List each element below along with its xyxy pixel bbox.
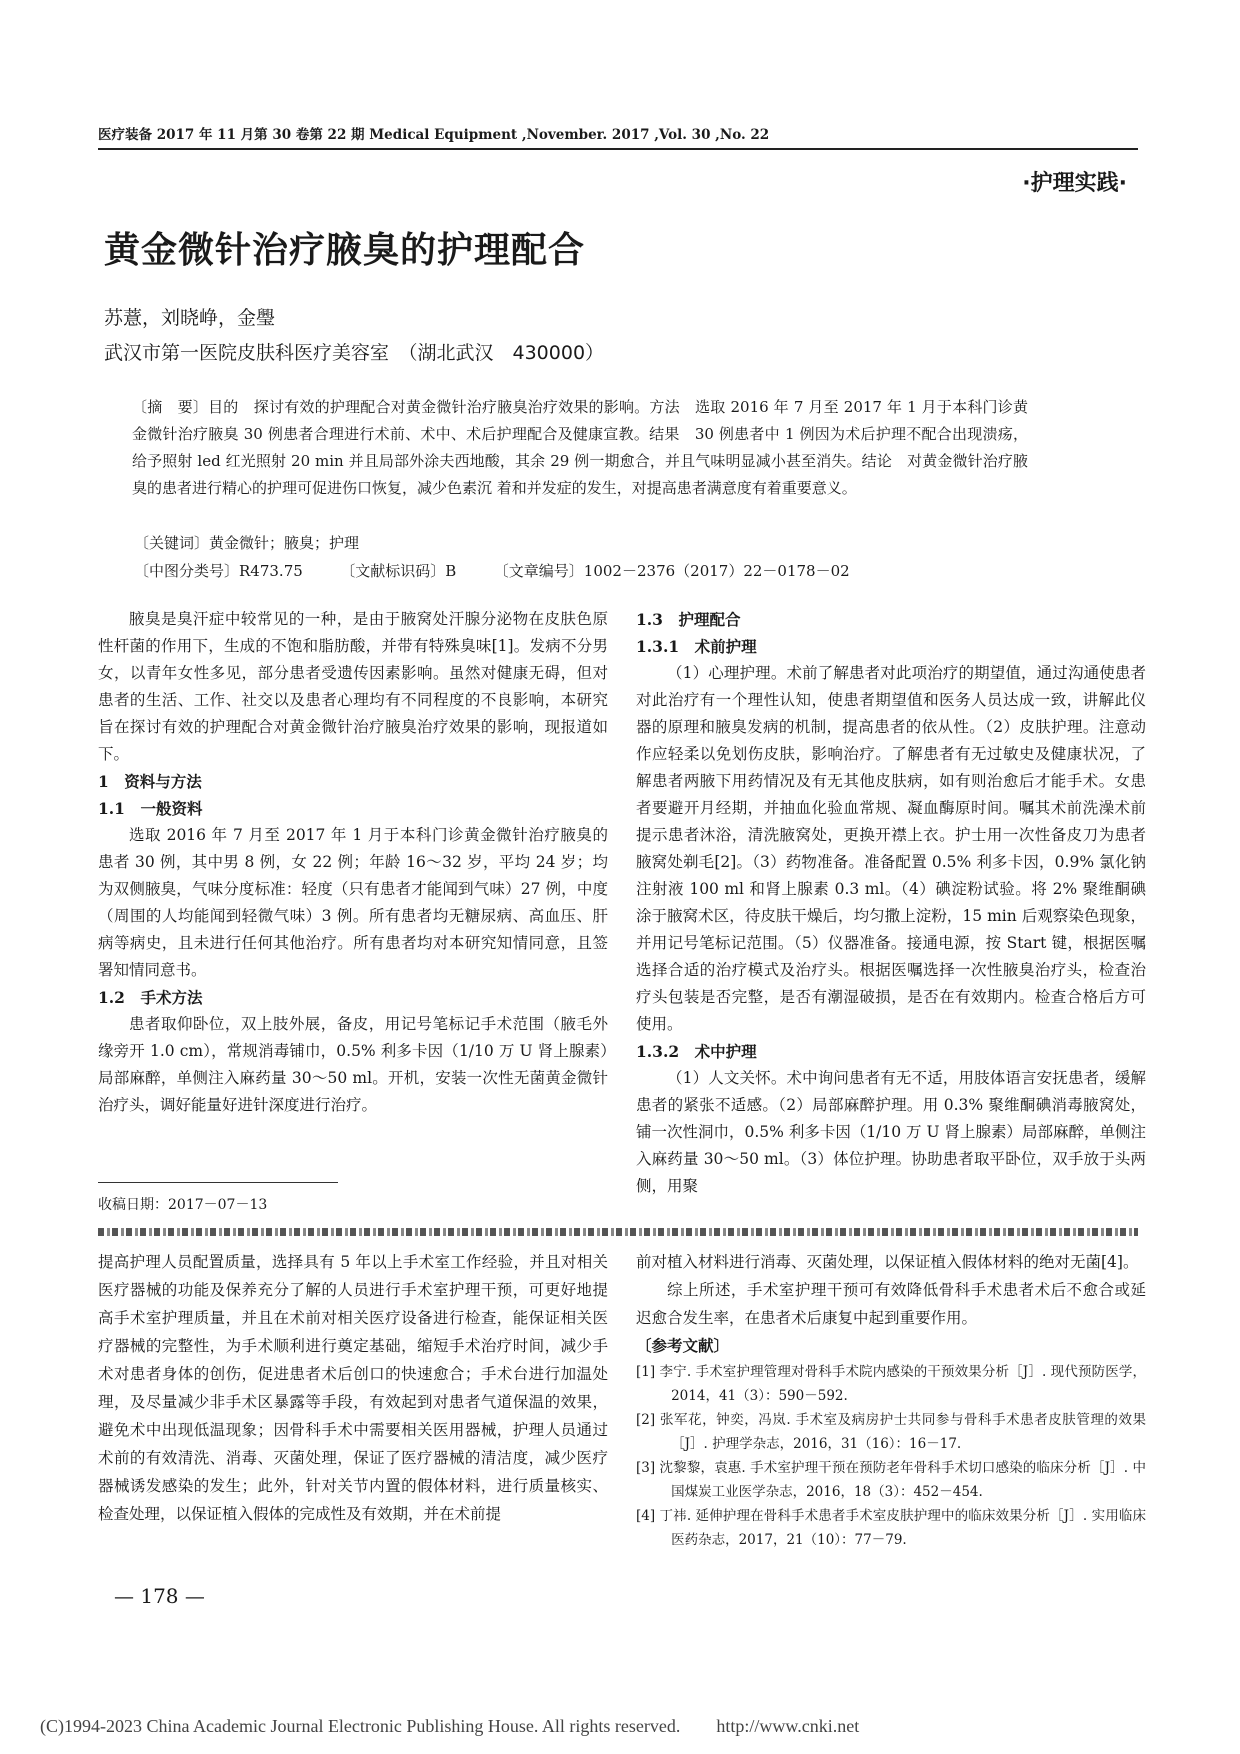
header-rule (98, 148, 1138, 150)
lower-right-column (636, 1248, 1146, 1552)
section-heading: 1 资料与方法 (98, 772, 202, 791)
references-heading: 〔参考文献〕 (636, 1336, 730, 1355)
authors: 苏薏，刘晓峥，金璺 (104, 307, 276, 329)
reference-item: [4] 丁祎. 延伸护理在骨科手术患者手术室皮肤护理中的临床效果分析［J］. 实用临床医药杂志，2017，21（10）：77－79. (636, 1508, 1146, 1548)
reference-item: [2] 张军花，钟奕，冯岚. 手术室及病房护士共同参与骨科手术患者皮肤管理的效果［J］. 护理学杂志，2016，31（16）：16－17. (636, 1412, 1146, 1452)
section-heading: 1.3.2 术中护理 (636, 1042, 757, 1061)
right-column (636, 606, 1146, 1200)
section-heading: 1.2 手术方法 (98, 988, 203, 1007)
body-paragraph: （1）人文关怀。术中询问患者有无不适，用肢体语言安抚患者，缓解患者的紧张不适感。（2）局部麻醉护理。用 0.3% 聚维酮碘消毒腋窝处，铺一次性洞巾，0.5% 利多卡因（1/10 万 U 肾上腺素）局部麻醉，单侧注入麻药量 30～50 ml。（3）体位护理。协助患者取平卧位，双手放于头两侧，用聚 (636, 1069, 1146, 1195)
lower-right-text-1: 前对植入材料进行消毒、灭菌处理，以保证植入假体材料的绝对无菌[4]。 (636, 1253, 1139, 1271)
classification: 〔中图分类号〕R473.75 〔文献标识码〕B 〔文章编号〕1002－2376（2017）22－0178－02 (134, 562, 850, 580)
abstract: 〔摘 要〕目的 探讨有效的护理配合对黄金微针治疗腋臭治疗效果的影响。方法 选取 2016 年 7 月至 2017 年 1 月于本科门诊黄金微针治疗腋臭 30 例患者合理进行术前、术中、术后护理配合及健康宣教。结果 30 例患者中 1 例因为术后护理不配合出现溃疡，给予照射 led 红光照射 20 min 并且局部外涂夫西地酸，其余 29 例一期愈合，并且气味明显减小甚至消失。结论 对黄金微针治疗腋臭的患者进行精心的护理可促进伤口恢复，减少色素沉 着和并发症的发生，对提高患者满意度有着重要意义。 (132, 398, 1028, 497)
body-paragraph: 腋臭是臭汗症中较常见的一种，是由于腋窝处汗腺分泌物在皮肤色原性杆菌的作用下，生成的不饱和脂肪酸，并带有特殊臭味[1]。发病不分男女，以青年女性多见，部分患者受遗传因素影响。虽然对健康无碍，但对患者的生活、工作、社交以及患者心理均有不同程度的不良影响，本研究旨在探讨有效的护理配合对黄金微针治疗腋臭治疗效果的影响，现报道如下。 (98, 610, 608, 763)
page-number: — 178 — (114, 1584, 205, 1608)
page-divider (98, 1228, 1138, 1236)
reference-item: [3] 沈黎黎，袁惠. 手术室护理干预在预防老年骨科手术切口感染的临床分析［J］. 中国煤炭工业医学杂志，2016，18（3）：452－454. (636, 1460, 1146, 1500)
body-paragraph: 患者取仰卧位，双上肢外展，备皮，用记号笔标记手术范围（腋毛外缘旁开 1.0 cm），常规消毒铺巾，0.5% 利多卡因（1/10 万 U 肾上腺素）局部麻醉，单侧注入麻药量 30～50 ml。开机，安装一次性无菌黄金微针治疗头，调好能量好进针深度进行治疗。 (98, 1015, 608, 1114)
keywords: 〔关键词〕黄金微针；腋臭；护理 (134, 534, 360, 552)
article-title: 黄金微针治疗腋臭的护理配合 (104, 230, 586, 271)
section-heading: 1.1 一般资料 (98, 799, 203, 818)
lower-right-text-2: 综上所述，手术室护理干预可有效降低骨科手术患者术后不愈合或延迟愈合发生率，在患者术后康复中起到重要作用。 (636, 1281, 1146, 1327)
lower-left-text: 提高护理人员配置质量，选择具有 5 年以上手术室工作经验，并且对相关医疗器械的功能及保养充分了解的人员进行手术室护理干预，可更好地提高手术室护理质量，并且在术前对相关医疗设备进行检查，能保证相关医疗器械的完整性，为手术顺利进行奠定基础，缩短手术治疗时间，减少手术对患者身体的创伤，促进患者术后创口的快速愈合；手术台进行加温处理，及尽量减少非手术区暴露等手段，有效起到对患者气道保温的效果，避免术中出现低温现象；因骨科手术中需要相关医用器械，护理人员通过术前的有效清洗、消毒、灭菌处理，保证了医疗器械的清洁度，减少医疗器械诱发感染的发生；此外，针对关节内置的假体材料，进行质量核实、检查处理，以保证植入假体的完成性及有效期，并在术前提 (98, 1253, 608, 1523)
received-date: 收稿日期：2017－07－13 (98, 1197, 268, 1213)
body-paragraph: （1）心理护理。术前了解患者对此项治疗的期望值，通过沟通使患者对此治疗有一个理性认知，使患者期望值和医务人员达成一致，讲解此仪器的原理和腋臭发病的机制，提高患者的依从性。（2）皮肤护理。注意动作应轻柔以免划伤皮肤，影响治疗。了解患者有无过敏史及健康状况，了解患者两腋下用药情况及有无其他皮肤病，如有则治愈后才能手术。女患者要避开月经期，并抽血化验血常规、凝血酶原时间。嘱其术前洗澡术前提示患者沐浴，清洗腋窝处，更换开襟上衣。护士用一次性备皮刀为患者腋窝处剃毛[2]。（3）药物准备。准备配置 0.5% 利多卡因，0.9% 氯化钠注射液 100 ml 和肾上腺素 0.3 ml。（4）碘淀粉试验。将 2% 聚维酮碘涂于腋窝术区，待皮肤干燥后，均匀撒上淀粉，15 min 后观察染色现象，并用记号笔标记范围。（5）仪器准备。接通电源，按 Start 键，根据医嘱选择合适的治疗模式及治疗头。根据医嘱选择一次性腋臭治疗头，检查治疗头包装是否完整，是否有潮湿破损，是否在有效期内。检查合格后方可使用。 (636, 664, 1146, 1033)
journal-header: 医疗装备 2017 年 11 月第 30 卷第 22 期 Medical Equipment ,November. 2017 ,Vol. 30 ,No. 22 (98, 127, 770, 143)
body-paragraph: 选取 2016 年 7 月至 2017 年 1 月于本科门诊黄金微针治疗腋臭的患者 30 例，其中男 8 例，女 22 例；年龄 16～32 岁，平均 24 岁；均为双侧腋臭，气味分度标准：轻度（只有患者才能闻到气味）27 例，中度（周围的人均能闻到轻微气味）3 例。所有患者均无糖尿病、高血压、肝病等病史，且未进行任何其他治疗。所有患者均对本研究知情同意，且签署知情同意书。 (98, 826, 608, 979)
footnote-rule (98, 1182, 338, 1183)
lower-left-column (98, 1248, 608, 1528)
affiliation: 武汉市第一医院皮肤科医疗美容室 （湖北武汉 430000） (104, 342, 605, 364)
left-column (98, 606, 608, 1119)
section-heading: 1.3 护理配合 (636, 610, 741, 629)
section-tag: ·护理实践· (1022, 171, 1127, 196)
section-heading: 1.3.1 术前护理 (636, 637, 757, 656)
copyright-notice: (C)1994-2023 China Academic Journal Electronic Publishing House. All rights reserved. http://www.cnki.net (40, 1716, 860, 1736)
reference-item: [1] 李宁. 手术室护理管理对骨科手术院内感染的干预效果分析［J］. 现代预防医学，2014，41（3）：590－592. (636, 1364, 1146, 1404)
